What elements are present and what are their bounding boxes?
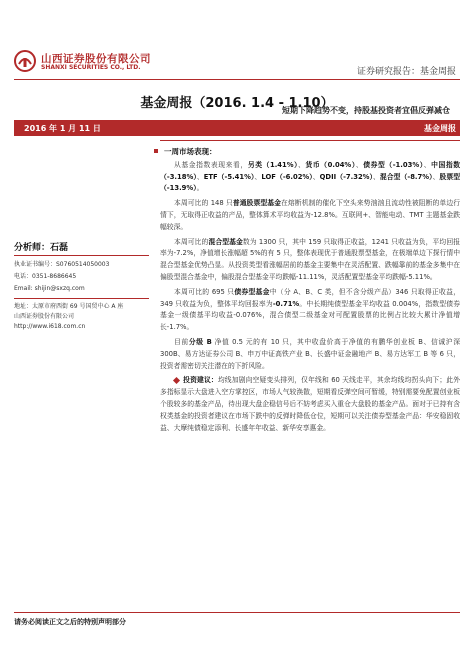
paragraph-structured-funds: 目前分级 B 净值 0.5 元的有 10 只，其中收盘价高于净值的有鹏华创业板 B、信诚沪深 300B、易方达证券公司 B、申万中证高铁产业 B、长盛中证金融地产 B、易方达军工 B 等 6 只，投资者需密切关注潜在的下折风险。 <box>160 337 461 370</box>
report-tag: 基金周报 <box>424 124 456 133</box>
paragraph-index-performance: 从基金指数表现来看，另类（1.41%）、货币（0.04%）、债券型（-1.03%）、中国指数（-3.18%）、ETF（-5.41%）、LOF（-6.02%）、QDII（-7.32%）、混合型（-8.7%）、股票型（-13.9%）。 <box>160 160 461 193</box>
company-address: 地址：太原市府西街 69 号国贸中心 A 座 <box>14 303 124 310</box>
company-name-en: SHANXI SECURITIES CO., LTD. <box>41 64 141 71</box>
report-body <box>160 146 460 434</box>
header-divider <box>14 79 460 80</box>
report-subtitle: 短期下降趋势不变，持股基投资者宜倡反弹减仓 <box>282 106 450 115</box>
analyst-sidebar <box>14 240 149 332</box>
analyst-name: 分析师：石磊 <box>14 240 149 256</box>
report-category: 证券研究报告：基金周报 <box>356 67 456 77</box>
company-website[interactable]: http://www.i618.com.cn <box>14 323 86 330</box>
logo-mark-icon <box>14 50 36 72</box>
company-logo <box>14 50 214 78</box>
disclaimer-note: 请务必阅读正文之后的特别声明部分 <box>14 618 126 626</box>
report-title: 基金周报（2016. 1.4 - 1.10） <box>140 96 334 111</box>
company-name-cn: 山西证券股份有限公司 <box>41 53 151 65</box>
paragraph-investment-advice: 投资建议：均线加剧向空疑变头排列，仅年线和 60 天线走平，其余均线均拐头向下；此外多指标显示大盘进入空方掌控区，市场人气较涣散，短期看反弹空间可暂缓，特别需要免配置创业板个股较多的基金产品，待出现大盘企稳信号后不妨考虑买入重仓大盘股的基金产品。面对于已持有含权类基金的投资者建议在市场下跌中的反弹时降低仓位，短期可以关注债券型基金产品：华安稳固收益、大摩纯债稳定添利、长盛年年收益、新华安享惠金。 <box>160 376 460 432</box>
diamond-bullet-icon <box>173 377 180 384</box>
section-title: 一周市场表现： <box>160 146 460 158</box>
report-date: 2016 年 1 月 11 日 <box>24 124 101 133</box>
content-divider <box>160 140 460 141</box>
paragraph-hybrid-funds: 本周可比的混合型基金数为 1300 只，其中 159 只取得正收益，1241 只收益为负，平均回报率为-7.2%，净值增长涨幅超 5%的有 5 只，整体表现优于普通股票型基金，在极端单边下探行情中混合型基金优势凸显。从投资类型看涨幅居前的基金主要集中在灵活配置、跌幅靠前的基金多集中在偏股型混合基金中，偏股混合型基金平均跌幅-11.11%，灵活配置型基金平均跌幅-5.11%。 <box>160 237 461 281</box>
analyst-phone: 电话：0351-8686645 <box>14 273 77 280</box>
paragraph-equity-funds: 本周可比的 148 只普通股票型基金在熔断机制的催化下空头来势汹汹且流动性被阻断的单边行情下，无取得正收益的产品，整体算术平均收益为-12.8%。互联网+、智能电动、TMT 主题基金跌幅较深。 <box>160 199 461 231</box>
analyst-license: 执业证书编号：S0760514050003 <box>14 261 110 268</box>
footer-divider <box>14 612 460 613</box>
paragraph-bond-funds: 本周可比的 695 只债券型基金中（分 A、B、C 类，但不含分级产品）346 只取得正收益，349 只收益为负，整体平均回报率为-0.71%。中长期纯债型基金平均收益 0.004%，指数型债券基金一级债基平均收益-0.076%，混合债型二级基金对可配置股票的比例占比较大累计净值增长-1.7%。 <box>160 287 461 332</box>
date-bar <box>14 120 460 136</box>
analyst-email[interactable]: Email: shijin@sxzq.com <box>14 285 85 292</box>
company-name-footer: 山西证券股份有限公司 <box>14 313 75 320</box>
